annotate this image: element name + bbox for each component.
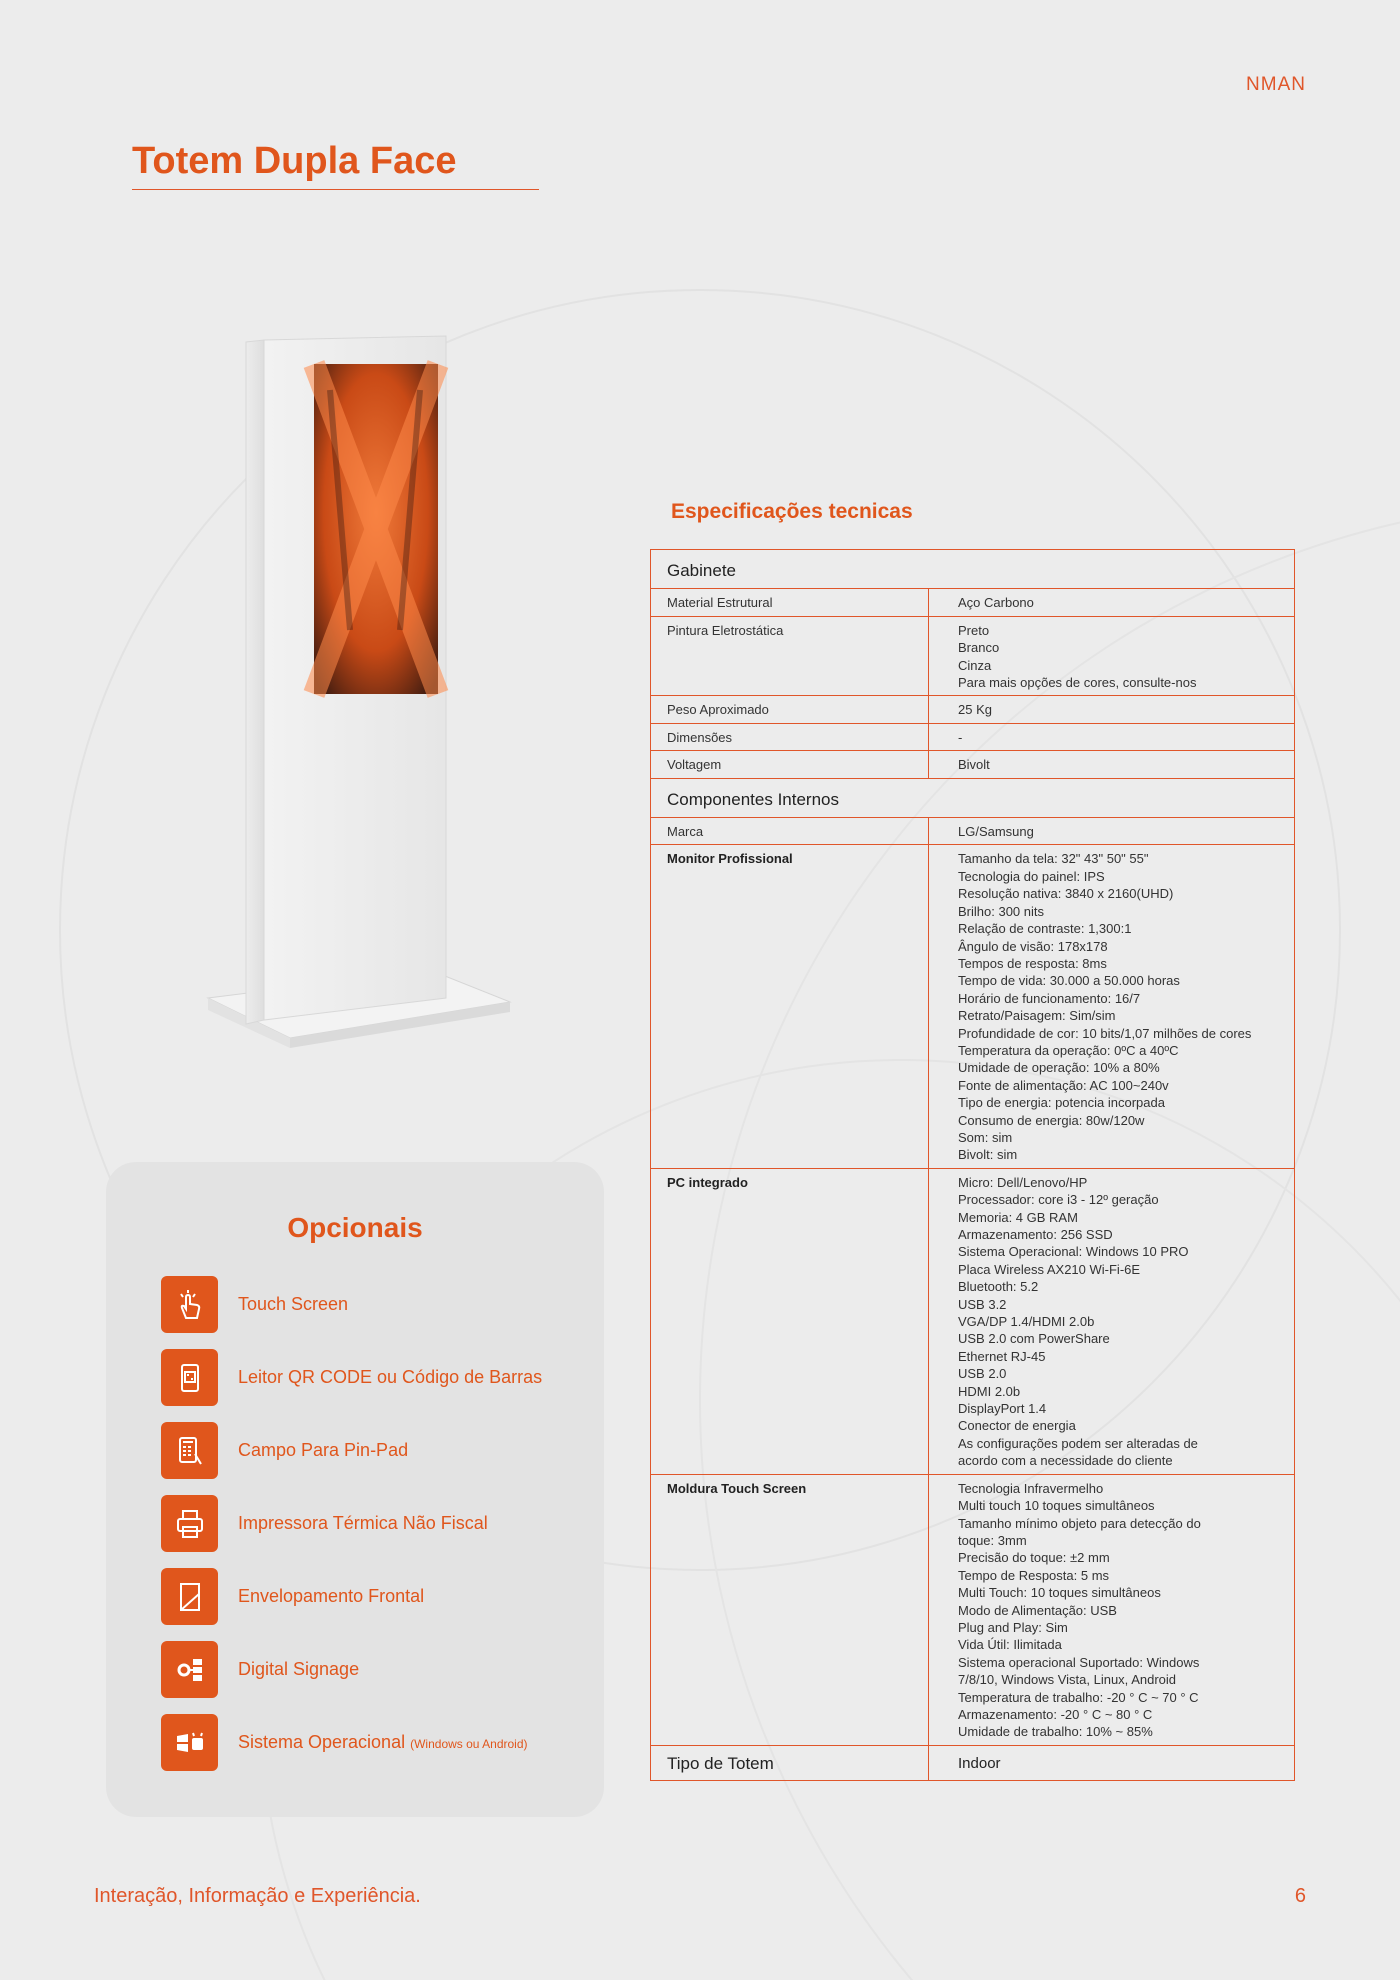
spec-value-line: Para mais opções de cores, consulte-nos [958, 675, 1197, 691]
spec-value-line: Multi Touch: 10 toques simultâneos [958, 1585, 1161, 1601]
spec-value-line: Vida Útil: Ilimitada [958, 1637, 1062, 1653]
os-icon [161, 1714, 218, 1771]
wrap-icon [161, 1568, 218, 1625]
opcional-item-wrap [161, 1568, 542, 1625]
opcional-item-signage [161, 1641, 542, 1698]
spec-value-line: Bivolt [958, 757, 990, 773]
spec-value-line: Temperatura da operação: 0ºC a 40ºC [958, 1042, 1179, 1058]
spec-value-line: toque: 3mm [958, 1532, 1027, 1548]
spec-value-line: Micro: Dell/Lenovo/HP [958, 1174, 1088, 1190]
spec-value [929, 751, 1295, 778]
spec-key: Material Estrutural [651, 589, 929, 616]
spec-value [929, 696, 1295, 723]
spec-value-line: Ethernet RJ-45 [958, 1348, 1046, 1364]
spec-row-material [651, 589, 1295, 616]
opcional-item-touch [161, 1276, 542, 1333]
spec-value-line: Som: sim [958, 1129, 1013, 1145]
opcional-item-printer [161, 1495, 542, 1552]
pin-pad-icon [161, 1422, 218, 1479]
title-underline [132, 189, 539, 190]
spec-value [929, 1745, 1295, 1780]
opcional-label-text: Sistema Operacional [238, 1732, 406, 1752]
totem-product-image [200, 330, 520, 1070]
spec-value-line: Precisão do toque: ±2 mm [958, 1550, 1110, 1566]
spec-value-line: Fonte de alimentação: AC 100~240v [958, 1077, 1169, 1093]
spec-value-line: Retrato/Paisagem: Sim/sim [958, 1008, 1116, 1024]
footer-tagline: Interação, Informação e Experiência. [94, 1885, 421, 1907]
spec-key: Dimensões [651, 723, 929, 750]
spec-value-line: Cinza [958, 657, 992, 673]
opcional-item-os [161, 1714, 542, 1771]
opcional-label [238, 1732, 528, 1753]
spec-value-line: Umidade de trabalho: 10% ~ 85% [958, 1724, 1153, 1740]
spec-value-line: LG/Samsung [958, 824, 1034, 840]
spec-value-line: Horário de funcionamento: 16/7 [958, 990, 1141, 1006]
opcional-label: Touch Screen [238, 1294, 349, 1314]
spec-value-line: Multi touch 10 toques simultâneos [958, 1498, 1155, 1514]
spec-value [929, 1474, 1295, 1745]
section-row-componentes [651, 778, 1295, 817]
spec-value-line: Tamanho mínimo objeto para detecção do [958, 1515, 1201, 1531]
section-label: Componentes Internos [651, 778, 1295, 817]
spec-value-line: Tamanho da tela: 32" 43" 50" 55" [958, 851, 1149, 867]
spec-value-line: Consumo de energia: 80w/120w [958, 1112, 1145, 1128]
spec-value [929, 589, 1295, 616]
spec-value-line: DisplayPort 1.4 [958, 1401, 1047, 1417]
spec-row-marca [651, 818, 1295, 845]
opcional-item-qr [161, 1349, 542, 1406]
spec-value-line: Processador: core i3 - 12º geração [958, 1192, 1159, 1208]
spec-value-line: Armazenamento: -20 ° C ~ 80 ° C [958, 1706, 1153, 1722]
specs-table [650, 549, 1295, 1781]
opcional-label: Leitor QR CODE ou Código de Barras [238, 1367, 543, 1387]
spec-value-line: Tecnologia Infravermelho [958, 1480, 1104, 1496]
spec-value [929, 845, 1295, 1168]
spec-value-line: Aço Carbono [958, 595, 1034, 611]
spec-value-line: Relação de contraste: 1,300:1 [958, 921, 1132, 937]
spec-row-peso [651, 696, 1295, 723]
spec-value-line: acordo com a necessidade do cliente [958, 1453, 1173, 1469]
spec-row-monitor [651, 845, 1295, 1168]
spec-value-line: Memoria: 4 GB RAM [958, 1209, 1078, 1225]
spec-value-line: Temperatura de trabalho: -20 ° C ~ 70 ° C [958, 1689, 1199, 1705]
spec-row-voltagem [651, 751, 1295, 778]
spec-value-line: VGA/DP 1.4/HDMI 2.0b [958, 1314, 1095, 1330]
spec-value-line: As configurações podem ser alteradas de [958, 1435, 1198, 1451]
spec-value-line: Armazenamento: 256 SSD [958, 1227, 1113, 1242]
spec-value-line: Preto [958, 622, 990, 638]
page-title: Totem Dupla Face [132, 140, 457, 182]
opcionais-card [106, 1162, 604, 1817]
spec-value-line: Tempos de resposta: 8ms [958, 955, 1107, 971]
spec-value-line: Tecnologia do painel: IPS [958, 868, 1105, 884]
printer-icon [161, 1495, 218, 1552]
spec-value [929, 723, 1295, 750]
spec-key: Peso Aproximado [651, 696, 929, 723]
brand-name: NMAN [1246, 74, 1306, 95]
spec-value [929, 818, 1295, 845]
spec-value-line: Bluetooth: 5.2 [958, 1279, 1039, 1295]
spec-value-line: Ângulo de visão: 178x178 [958, 938, 1108, 954]
spec-value-line: - [958, 729, 963, 745]
spec-key: Voltagem [651, 751, 929, 778]
spec-value-line: Tempo de Resposta: 5 ms [958, 1567, 1110, 1583]
spec-value-line: Brilho: 300 nits [958, 903, 1044, 919]
spec-key: Monitor Profissional [651, 845, 929, 1168]
spec-key: Tipo de Totem [651, 1745, 929, 1780]
spec-value-line: USB 2.0 [958, 1366, 1007, 1382]
spec-value [929, 616, 1295, 696]
page-number: 6 [1294, 1885, 1306, 1907]
section-row-gabinete [651, 550, 1295, 589]
opcional-label: Campo Para Pin-Pad [238, 1440, 409, 1460]
spec-value [929, 1168, 1295, 1474]
spec-key: PC integrado [651, 1168, 929, 1474]
spec-value-line: 7/8/10, Windows Vista, Linux, Android [958, 1672, 1176, 1688]
opcionais-list [161, 1276, 542, 1787]
spec-value-line: Placa Wireless AX210 Wi-Fi-6E [958, 1261, 1141, 1277]
touch-icon [161, 1276, 218, 1333]
spec-value-line: HDMI 2.0b [958, 1383, 1021, 1399]
spec-row-pintura [651, 616, 1295, 696]
spec-value-line: Sistema Operacional: Windows 10 PRO [958, 1244, 1189, 1260]
spec-value-line: Tempo de vida: 30.000 a 50.000 horas [958, 973, 1180, 989]
specs-heading: Especificações tecnicas [671, 500, 913, 523]
spec-key: Pintura Eletrostática [651, 616, 929, 696]
spec-value-line: Conector de energia [958, 1418, 1076, 1434]
spec-value-line: Branco [958, 640, 1000, 656]
spec-value-line: Resolução nativa: 3840 x 2160(UHD) [958, 886, 1174, 902]
spec-value-line: Umidade de operação: 10% a 80% [958, 1060, 1160, 1076]
spec-value-line: USB 3.2 [958, 1296, 1007, 1312]
spec-value-line: Tipo de energia: potencia incorpada [958, 1095, 1165, 1111]
spec-row-tipo [651, 1745, 1295, 1780]
opcional-label: Digital Signage [238, 1659, 360, 1679]
spec-value-line: 25 Kg [958, 702, 992, 718]
opcional-label: Envelopamento Frontal [238, 1586, 425, 1606]
spec-key: Moldura Touch Screen [651, 1474, 929, 1745]
opcionais-title: Opcionais [287, 1212, 423, 1243]
spec-value-line: Modo de Alimentação: USB [958, 1602, 1117, 1618]
spec-value-line: Profundidade de cor: 10 bits/1,07 milhões de cores [958, 1025, 1252, 1041]
spec-value-line: Bivolt: sim [958, 1147, 1018, 1163]
section-label: Gabinete [651, 550, 1295, 589]
spec-row-moldura [651, 1474, 1295, 1745]
signage-icon [161, 1641, 218, 1698]
spec-value-line: Plug and Play: Sim [958, 1619, 1068, 1635]
qr-scanner-icon [161, 1349, 218, 1406]
opcional-note: (Windows ou Android) [410, 1737, 528, 1751]
opcional-label: Impressora Térmica Não Fiscal [238, 1513, 488, 1533]
spec-value-line: Indoor [958, 1754, 1001, 1772]
spec-value-line: USB 2.0 com PowerShare [958, 1331, 1110, 1347]
spec-key: Marca [651, 818, 929, 845]
spec-row-dimensoes [651, 723, 1295, 750]
opcional-item-pinpad [161, 1422, 542, 1479]
spec-row-pc [651, 1168, 1295, 1474]
spec-value-line: Sistema operacional Suportado: Windows [958, 1654, 1200, 1670]
